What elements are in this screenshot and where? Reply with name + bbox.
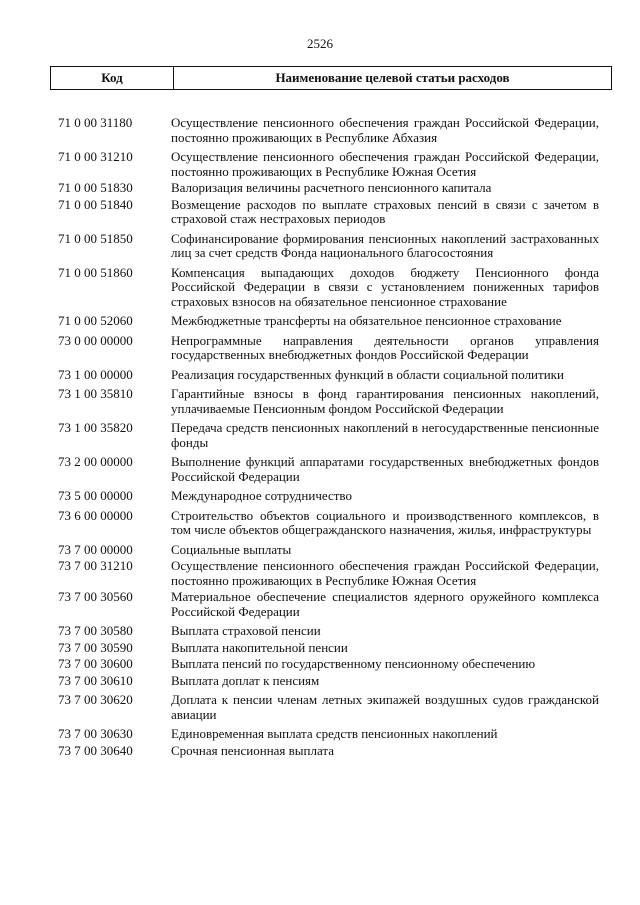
row-name: Выплата доплат к пенсиям xyxy=(171,672,320,688)
row-code: 73 7 00 30590 xyxy=(58,639,133,655)
row-code: 73 7 00 30610 xyxy=(58,672,133,688)
row-name: Доплата к пенсии членам летных экипажей воздушных судов гражданской авиации xyxy=(171,692,599,722)
table-row xyxy=(0,116,640,145)
row-name: Материальное обеспечение специалистов ядерного оружейного комплекса Российской Федерации xyxy=(171,589,599,619)
row-code: 73 0 00 00000 xyxy=(58,332,133,348)
table-row xyxy=(0,150,640,179)
row-name: Валоризация величины расчетного пенсионного капитала xyxy=(171,180,492,195)
row-name: Реализация государственных функций в области социальной политики xyxy=(171,366,564,382)
table-row xyxy=(0,509,640,538)
table-row xyxy=(0,657,640,672)
table-row xyxy=(0,744,640,759)
table-row xyxy=(0,455,640,484)
row-name: Возмещение расходов по выплате страховых пенсий в связи с зачетом в страховой стаж нестраховых периодов xyxy=(171,196,599,226)
row-name: Выплата пенсий по государственному пенсионному обеспечению xyxy=(171,656,536,671)
table-row xyxy=(0,674,640,689)
row-code: 73 5 00 00000 xyxy=(58,488,133,503)
row-code: 73 7 00 00000 xyxy=(58,541,133,557)
row-code: 71 0 00 31180 xyxy=(58,115,133,130)
table-row xyxy=(0,334,640,363)
table-body xyxy=(0,116,640,760)
row-code: 73 7 00 30630 xyxy=(58,726,133,741)
code-column-header: Код xyxy=(51,67,174,89)
row-name: Единовременная выплата средств пенсионных накоплений xyxy=(171,726,498,741)
table-row xyxy=(0,727,640,742)
table-row xyxy=(0,368,640,383)
row-name: Софинансирование формирования пенсионных накоплений застрахованных лиц за счет средств Фонда национального благосостояния xyxy=(171,230,599,260)
row-name: Выполнение функций аппаратами государственных внебюджетных фондов Российской Федерации xyxy=(171,454,599,484)
row-name: Гарантийные взносы в фонд гарантирования пенсионных накоплений, уплачиваемые Пенсионным фондом Российской Федерации xyxy=(171,386,599,416)
row-code: 73 1 00 35820 xyxy=(58,420,133,435)
table-row xyxy=(0,543,640,558)
row-code: 71 0 00 51860 xyxy=(58,264,133,280)
table-row xyxy=(0,590,640,619)
row-code: 73 7 00 31210 xyxy=(58,558,133,573)
name-column-header: Наименование целевой статьи расходов xyxy=(275,70,510,85)
row-code: 71 0 00 52060 xyxy=(58,313,133,328)
row-code: 73 2 00 00000 xyxy=(58,454,133,469)
row-name: Непрограммные направления деятельности органов управления государственных внебюджетных фондов Российской Федерации xyxy=(171,332,599,362)
row-name: Компенсация выпадающих доходов бюджету Пенсионного фонда Российской Федерации в связи с установлением пониженных тарифов страховых взносов на обязательное пенсионное страхование xyxy=(171,264,599,309)
row-code: 73 1 00 35810 xyxy=(58,386,133,401)
table-row xyxy=(0,489,640,504)
table-row xyxy=(0,314,640,329)
row-name: Выплата накопительной пенсии xyxy=(171,639,348,655)
row-code: 71 0 00 31210 xyxy=(58,149,133,164)
table-row xyxy=(0,232,640,261)
table-row xyxy=(0,198,640,227)
row-code: 73 7 00 30640 xyxy=(58,742,133,758)
table-header xyxy=(50,66,612,90)
page-number: 2526 xyxy=(307,36,333,51)
row-code: 73 7 00 30600 xyxy=(58,656,133,671)
row-name: Передача средств пенсионных накоплений в негосударственные пенсионные фонды xyxy=(171,420,599,450)
row-code: 73 6 00 00000 xyxy=(58,507,133,523)
row-name: Срочная пенсионная выплата xyxy=(171,742,335,758)
row-name: Международное сотрудничество xyxy=(171,488,352,503)
row-name: Осуществление пенсионного обеспечения граждан Российской Федерации, постоянно проживающих в Республике Южная Осетия xyxy=(171,149,599,179)
table-row xyxy=(0,624,640,639)
row-name: Осуществление пенсионного обеспечения граждан Российской Федерации, постоянно проживающих в Республике Южная Осетия xyxy=(171,558,599,588)
row-name: Социальные выплаты xyxy=(171,541,292,557)
row-code: 73 7 00 30560 xyxy=(58,589,133,604)
row-code: 71 0 00 51830 xyxy=(58,180,133,195)
row-code: 73 7 00 30620 xyxy=(58,692,133,707)
row-code: 71 0 00 51840 xyxy=(58,196,133,212)
table-row xyxy=(0,387,640,416)
row-code: 73 7 00 30580 xyxy=(58,623,133,638)
table-row xyxy=(0,641,640,656)
table-row xyxy=(0,421,640,450)
table-row xyxy=(0,559,640,588)
row-name: Выплата страховой пенсии xyxy=(171,623,321,638)
row-name: Межбюджетные трансферты на обязательное пенсионное страхование xyxy=(171,313,562,328)
row-name: Строительство объектов социального и производственного комплексов, в том числе объектов общегражданского назначения, жилья, инфраструктуры xyxy=(171,507,599,537)
table-row xyxy=(0,181,640,196)
row-code: 73 1 00 00000 xyxy=(58,366,133,382)
table-row xyxy=(0,693,640,722)
table-row xyxy=(0,266,640,310)
row-code: 71 0 00 51850 xyxy=(58,230,133,246)
row-name: Осуществление пенсионного обеспечения граждан Российской Федерации, постоянно проживающих в Республике Абхазия xyxy=(171,115,599,145)
